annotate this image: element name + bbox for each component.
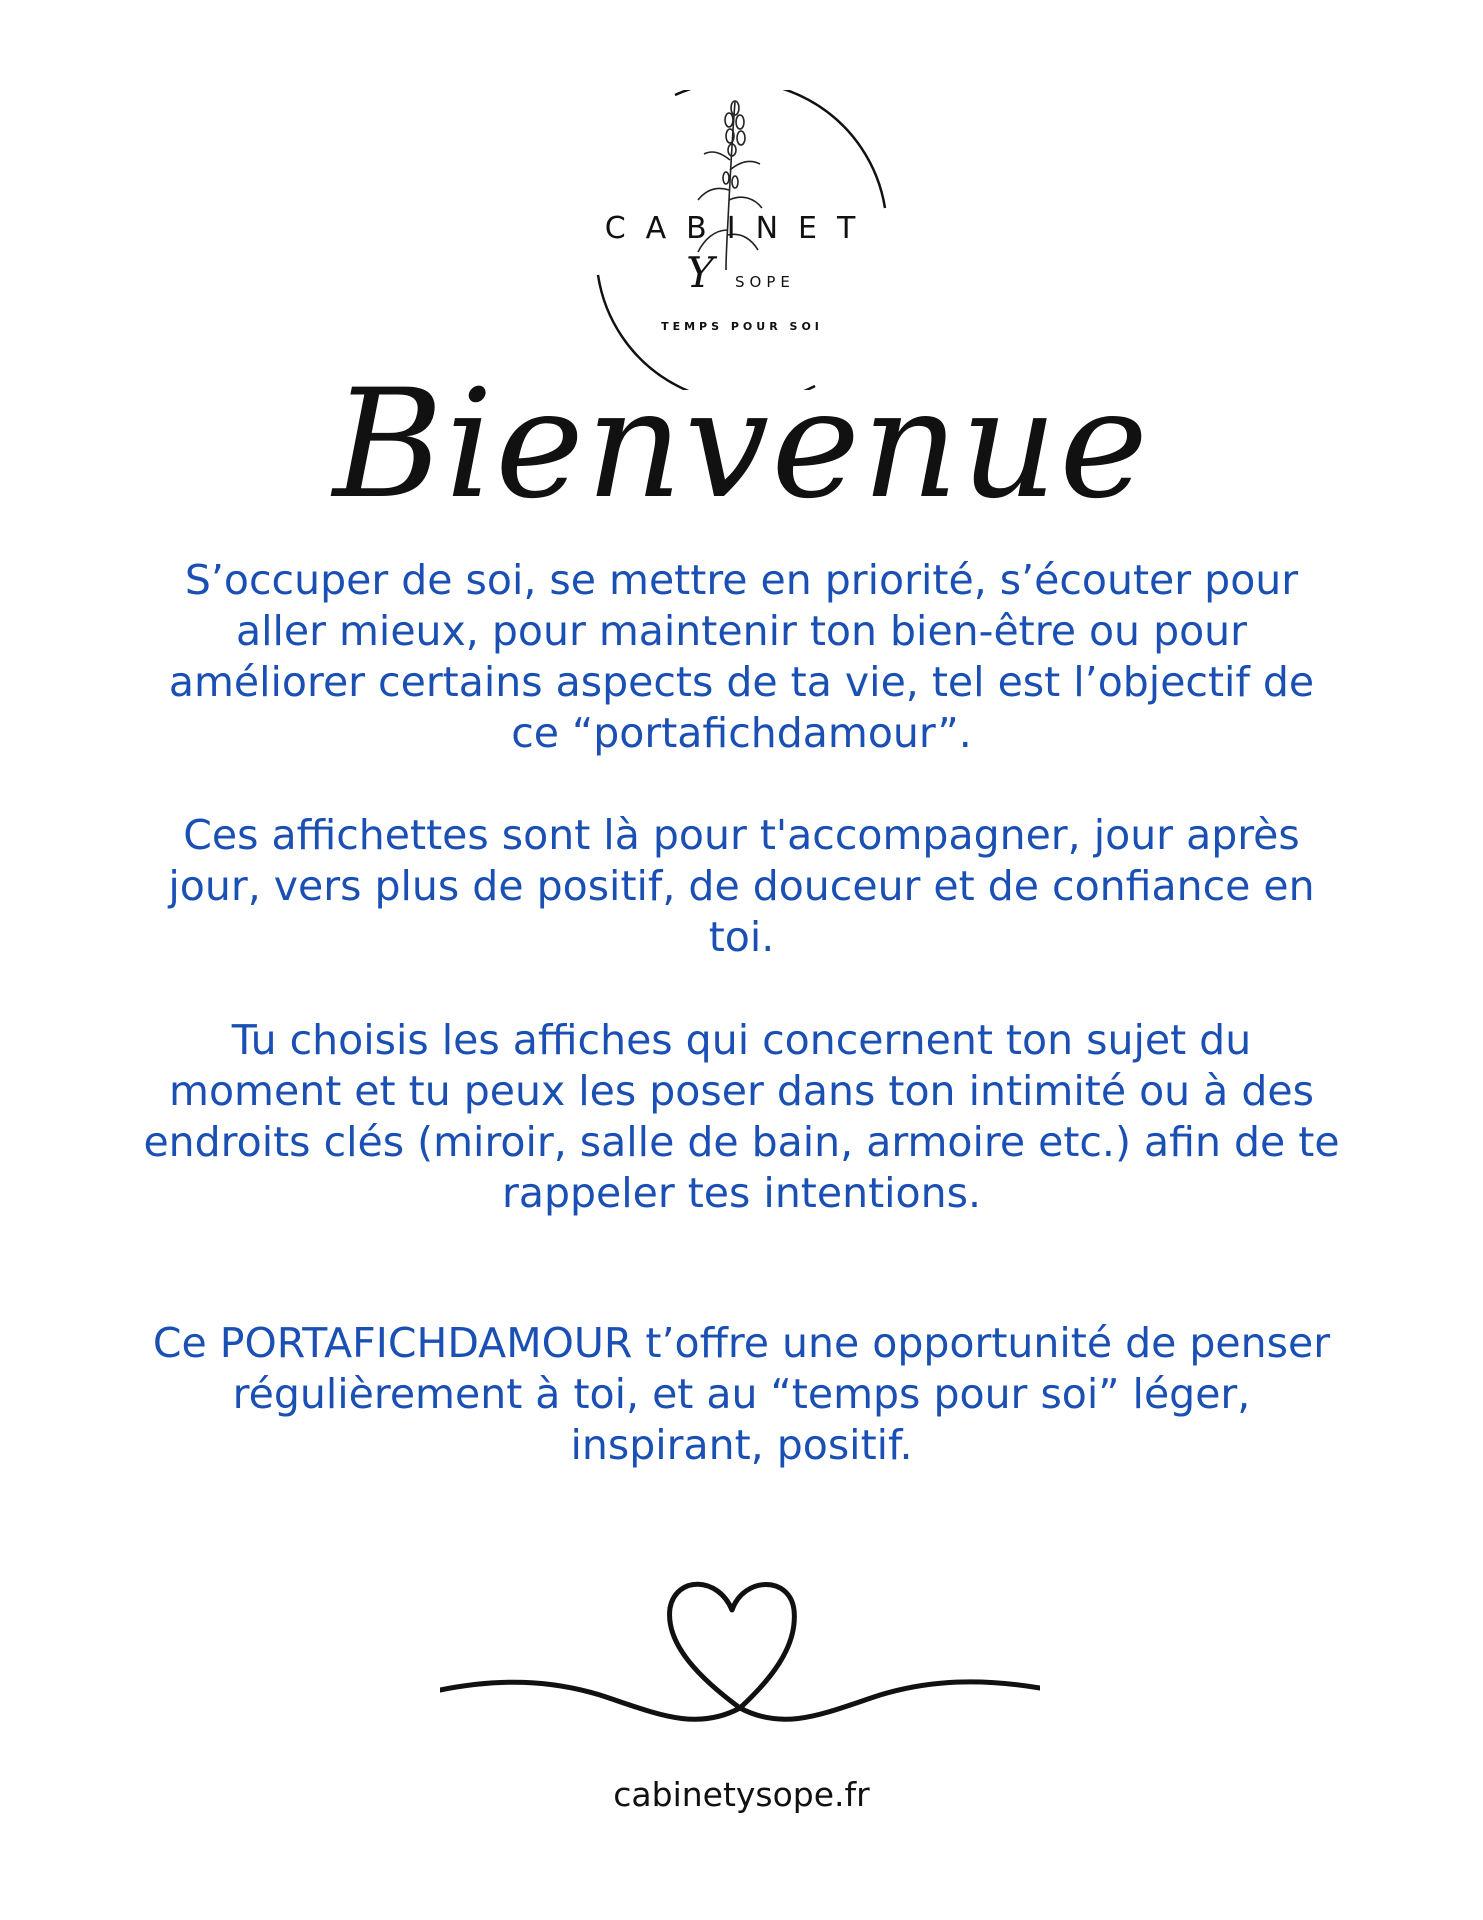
paragraph-affichettes: Ces affichettes sont là pour t'accompagner, jour après jour, vers plus de positif, de douceur et de confiance en toi. (168, 811, 1315, 961)
page-title: Bienvenue (332, 358, 1151, 532)
paragraph-portafichdamour: Ce PORTAFICHDAMOUR t’offre une opportunité de penser régulièrement à toi, et au “temps pour soi” léger, inspirant, positif. (152, 1319, 1331, 1469)
logo-tagline: TEMPS POUR SOI (661, 320, 823, 333)
logo-script-letter: Y (686, 248, 714, 297)
logo-arc-top (675, 90, 885, 208)
logo-suffix: SOPE (735, 273, 795, 291)
paragraph-choix: Tu choisis les affiches qui concernent ton sujet du moment et tu peux les poser dans ton intimité ou à des endroits clés (miroir, salle de bain, armoire etc.) afin de te rappeler tes intentions. (143, 1016, 1340, 1217)
heart-line-icon (440, 1570, 1040, 1750)
heart-divider (440, 1570, 1040, 1750)
website-link[interactable]: cabinetysope.fr (613, 1775, 870, 1814)
paragraph-intro: S’occuper de soi, se mettre en priorité, s’écouter pour aller mieux, pour maintenir ton bien-être ou pour améliorer certains aspects de ta vie, tel est l’objectif de ce “portafichdamour”. (168, 556, 1315, 757)
logo-graphic (580, 90, 900, 390)
logo-brand-word: CABINET (604, 211, 876, 246)
brand-logo (580, 90, 900, 390)
